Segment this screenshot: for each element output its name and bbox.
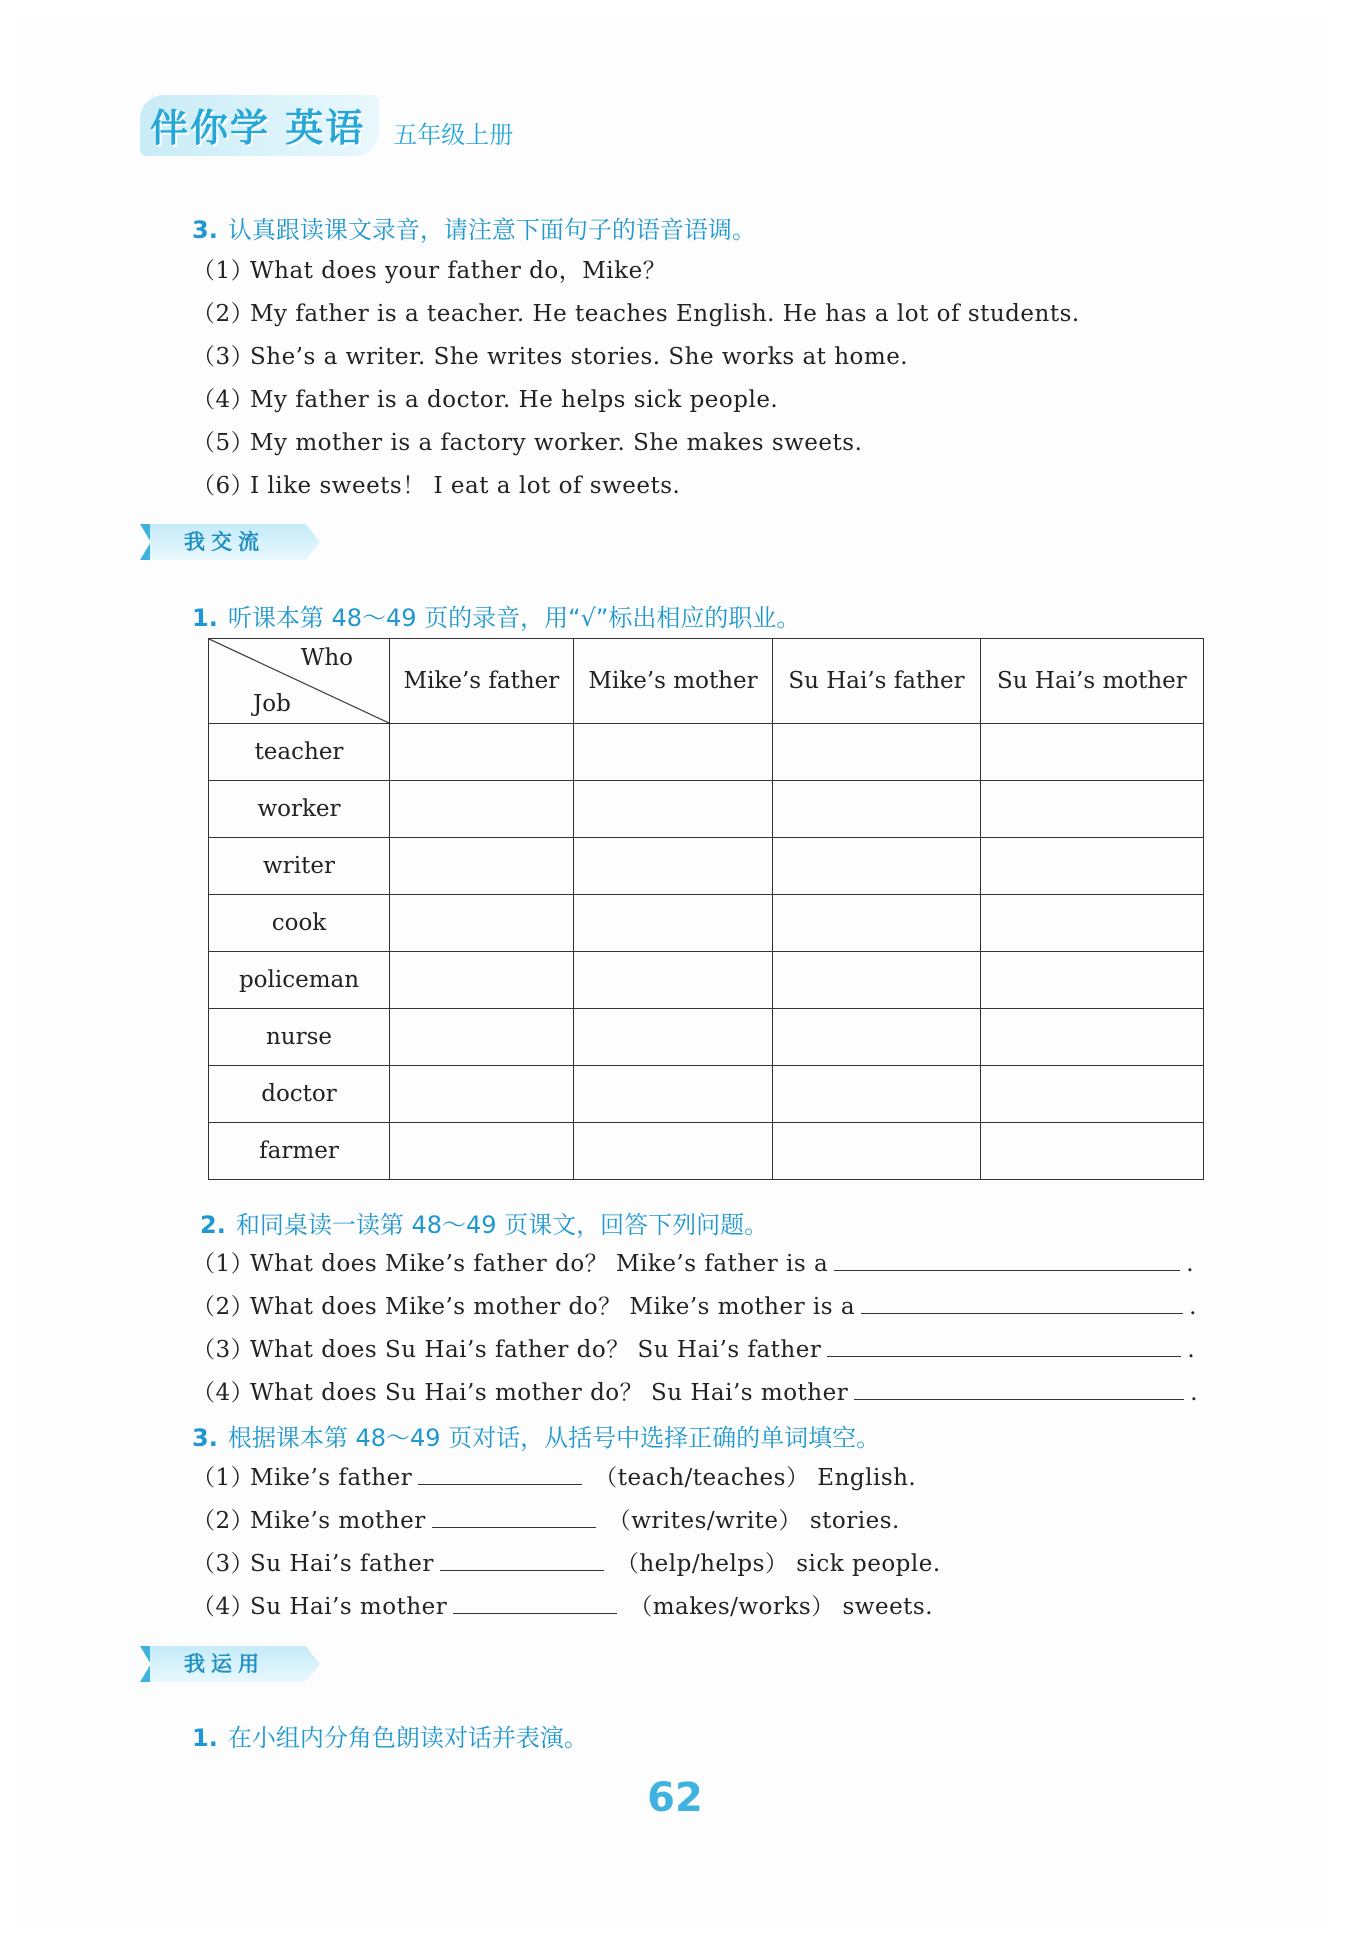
section-tag-apply: 我运用 <box>140 1634 320 1692</box>
grade-label: 五年级上册 <box>393 121 514 149</box>
fill-instruction: 3. 根据课本第 48～49 页对话，从括号中选择正确的单词填空。 <box>192 1424 881 1452</box>
table-row <box>209 1066 1204 1123</box>
check-cell[interactable] <box>390 1009 574 1066</box>
fill-item: （2）Mike’s mother （writes/write） stories. <box>192 1502 900 1535</box>
check-cell[interactable] <box>573 895 772 952</box>
check-cell[interactable] <box>573 724 772 781</box>
fill-item: （1）Mike’s father （teach/teaches） English. <box>192 1459 916 1492</box>
check-cell[interactable] <box>980 1066 1203 1123</box>
table-corner-cell <box>209 639 390 724</box>
row-label: nurse <box>209 1009 390 1066</box>
table-row <box>209 724 1204 781</box>
reading-item: （3）She’s a writer. She writes stories. She works at home. <box>192 344 909 370</box>
row-label: teacher <box>209 724 390 781</box>
check-cell[interactable] <box>980 724 1203 781</box>
check-cell[interactable] <box>773 838 981 895</box>
row-label: writer <box>209 838 390 895</box>
check-cell[interactable] <box>773 1066 981 1123</box>
check-cell[interactable] <box>390 724 574 781</box>
check-cell[interactable] <box>980 895 1203 952</box>
book-header <box>140 106 514 156</box>
fill-blank[interactable] <box>440 1548 604 1571</box>
check-cell[interactable] <box>390 1123 574 1180</box>
check-cell[interactable] <box>573 952 772 1009</box>
check-cell[interactable] <box>390 952 574 1009</box>
check-cell[interactable] <box>980 952 1203 1009</box>
fill-item: （3）Su Hai’s father （help/helps） sick people. <box>192 1545 941 1578</box>
page-number: 62 <box>647 1775 703 1821</box>
check-cell[interactable] <box>573 781 772 838</box>
fill-blank[interactable] <box>432 1505 596 1528</box>
check-cell[interactable] <box>573 1009 772 1066</box>
reading-item: （2）My father is a teacher. He teaches English. He has a lot of students. <box>192 301 1080 327</box>
check-cell[interactable] <box>980 1009 1203 1066</box>
check-cell[interactable] <box>980 1123 1203 1180</box>
check-cell[interactable] <box>980 781 1203 838</box>
diagonal-divider <box>209 639 389 723</box>
answer-item: （3）What does Su Hai’s father do？ Su Hai’s father . <box>192 1331 1195 1364</box>
section-tag-communicate: 我交流 <box>140 512 320 570</box>
table-row <box>209 1009 1204 1066</box>
check-cell[interactable] <box>573 838 772 895</box>
column-header: Su Hai’s father <box>773 639 981 724</box>
check-cell[interactable] <box>773 1009 981 1066</box>
answer-blank[interactable] <box>834 1248 1180 1271</box>
reading-item: （4）My father is a doctor. He helps sick people. <box>192 387 779 413</box>
fill-item: （4）Su Hai’s mother （makes/works） sweets. <box>192 1588 933 1621</box>
table-row <box>209 895 1204 952</box>
row-label: doctor <box>209 1066 390 1123</box>
answer-item: （2）What does Mike’s mother do？ Mike’s mother is a . <box>192 1288 1197 1321</box>
reading-instruction: 3. 认真跟读课文录音，请注意下面句子的语音语调。 <box>192 216 756 244</box>
fill-blank[interactable] <box>453 1591 617 1614</box>
answer-instruction: 2. 和同桌读一读第 48～49 页课文，回答下列问题。 <box>200 1211 769 1239</box>
table-row <box>209 952 1204 1009</box>
check-cell[interactable] <box>390 1066 574 1123</box>
answer-blank[interactable] <box>861 1291 1183 1314</box>
table-header-row <box>209 639 1204 724</box>
check-cell[interactable] <box>773 895 981 952</box>
perform-instruction: 1. 在小组内分角色朗读对话并表演。 <box>192 1724 588 1752</box>
row-label: worker <box>209 781 390 838</box>
row-label: cook <box>209 895 390 952</box>
corner-job-label: Job <box>253 691 291 717</box>
row-label: policeman <box>209 952 390 1009</box>
listen-instruction: 1. 听课本第 48～49 页的录音，用“√”标出相应的职业。 <box>192 604 801 632</box>
check-cell[interactable] <box>573 1123 772 1180</box>
column-header: Mike’s father <box>390 639 574 724</box>
job-table <box>208 638 1204 1180</box>
answer-item: （1）What does Mike’s father do？ Mike’s father is a . <box>192 1245 1194 1278</box>
check-cell[interactable] <box>980 838 1203 895</box>
check-cell[interactable] <box>773 952 981 1009</box>
reading-item: （5）My mother is a factory worker. She makes sweets. <box>192 430 863 456</box>
fill-blank[interactable] <box>418 1462 582 1485</box>
reading-item: （1）What does your father do，Mike？ <box>192 258 667 284</box>
check-cell[interactable] <box>773 724 981 781</box>
book-title: 伴你学 英语 <box>140 95 379 156</box>
check-cell[interactable] <box>773 781 981 838</box>
check-cell[interactable] <box>390 895 574 952</box>
answer-blank[interactable] <box>854 1377 1184 1400</box>
reading-item: （6）I like sweets！ I eat a lot of sweets. <box>192 473 681 499</box>
check-cell[interactable] <box>573 1066 772 1123</box>
answer-blank[interactable] <box>827 1334 1181 1357</box>
column-header: Mike’s mother <box>573 639 772 724</box>
table-row <box>209 1123 1204 1180</box>
check-cell[interactable] <box>390 838 574 895</box>
corner-who-label: Who <box>300 645 353 671</box>
table-row <box>209 838 1204 895</box>
row-label: farmer <box>209 1123 390 1180</box>
check-cell[interactable] <box>773 1123 981 1180</box>
check-cell[interactable] <box>390 781 574 838</box>
table-row <box>209 781 1204 838</box>
answer-item: （4）What does Su Hai’s mother do？ Su Hai’s mother . <box>192 1374 1198 1407</box>
column-header: Su Hai’s mother <box>980 639 1203 724</box>
